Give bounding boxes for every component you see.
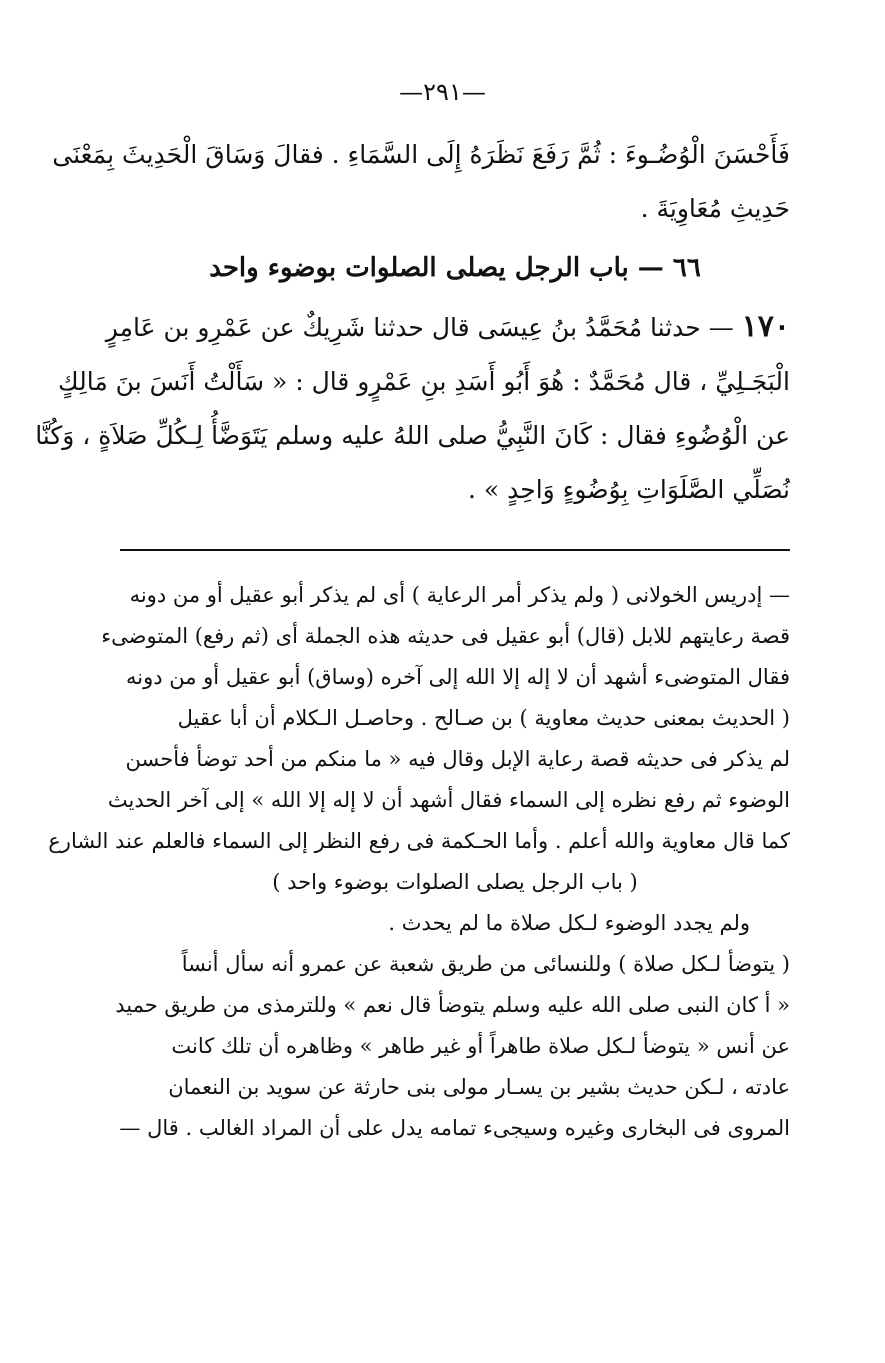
hadith-text: — حدثنا مُحَمَّدُ بنُ عِيسَى قال حدثنا شَرِيكٌ عن عَمْرِو بن عَامِرٍ [105,313,734,342]
page-number: —٢٩١— [399,78,486,106]
note-line: عادته ، لـكن حديث بشير بن يسـار مولى بنى حارثة عن سويد بن النعمان [168,1075,790,1099]
hadith-line: عن الْوُضُوءِ فقال : كَانَ النَّبِيُّ صلى اللهُ عليه وسلم يَتَوَضَّأُ لِـكُلِّ صَلاَةٍ ، وَكُنَّا [35,421,790,450]
hadith-line [105,300,790,355]
note-line: ( يتوضأ لـكل صلاة ) وللنسائى من طريق شعبة عن عمرو أنه سأل أنساً [181,952,790,976]
chapter-heading: ٦٦ — باب الرجل يصلى الصلوات بوضوء واحد [209,253,701,283]
note-line: المروى فى البخارى وغيره وسيجىء تمامه يدل على أن المراد الغالب . قال — [119,1116,790,1140]
text-line: حَدِيثِ مُعَاوِيَةَ . [640,194,790,223]
note-line: قصة رعايتهم للابل (قال) أبو عقيل فى حديثه هذه الجملة أى (ثم رفع) المتوضىء [101,624,790,648]
hadith-number: ١٧٠ [741,309,790,344]
commentary [48,575,790,1149]
note-line: عن أنس « يتوضأ لـكل صلاة طاهراً أو غير طاهر » وظاهره أن تلك كانت [171,1034,790,1058]
main-text [35,128,790,517]
note-line: كما قال معاوية والله أعلم . وأما الحـكمة فى رفع النظر إلى السماء فالعلم عند الشارع [48,829,790,853]
note-line: « أ كان النبى صلى الله عليه وسلم يتوضأ قال نعم » وللترمذى من طريق حميد [115,993,790,1017]
note-line: — إدريس الخولانى ( ولم يذكر أمر الرعاية ) أى لم يذكر أبو عقيل أو من دونه [129,583,790,607]
note-line: ولم يجدد الوضوء لـكل صلاة ما لم يحدث . [388,911,750,935]
note-line: الوضوء ثم رفع نظره إلى السماء فقال أشهد أن لا إله إلا الله » إلى آخر الحديث [107,788,790,812]
text-line: فَأَحْسَنَ الْوُضُـوءَ : ثُمَّ رَفَعَ نَظَرَهُ إِلَى السَّمَاءِ . فقالَ وَسَاقَ الْحَدِيثَ بِمَعْنَى [52,140,790,169]
hadith-line: الْبَجَـلِيِّ ، قال مُحَمَّدٌ : هُوَ أَبُو أَسَدِ بنِ عَمْرٍو قال : « سَأَلْتُ أَنَسَ بنَ مَالِكٍ [58,367,790,396]
note-heading: ( باب الرجل يصلى الصلوات بوضوء واحد ) [272,870,638,894]
hadith-line: نُصَلِّي الصَّلَوَاتِ بِوُضُوءٍ وَاحِدٍ » . [467,475,790,504]
footnote-divider [120,549,790,551]
note-line: لم يذكر فى حديثه قصة رعاية الإبل وقال فيه « ما منكم من أحد توضأ فأحسن [125,747,790,771]
note-line: ( الحديث بمعنى حديث معاوية ) بن صـالح . وحاصـل الـكلام أن أبا عقيل [177,706,790,730]
note-line: فقال المتوضىء أشهد أن لا إله إلا الله إلى آخره (وساق) أبو عقيل أو من دونه [125,665,790,689]
